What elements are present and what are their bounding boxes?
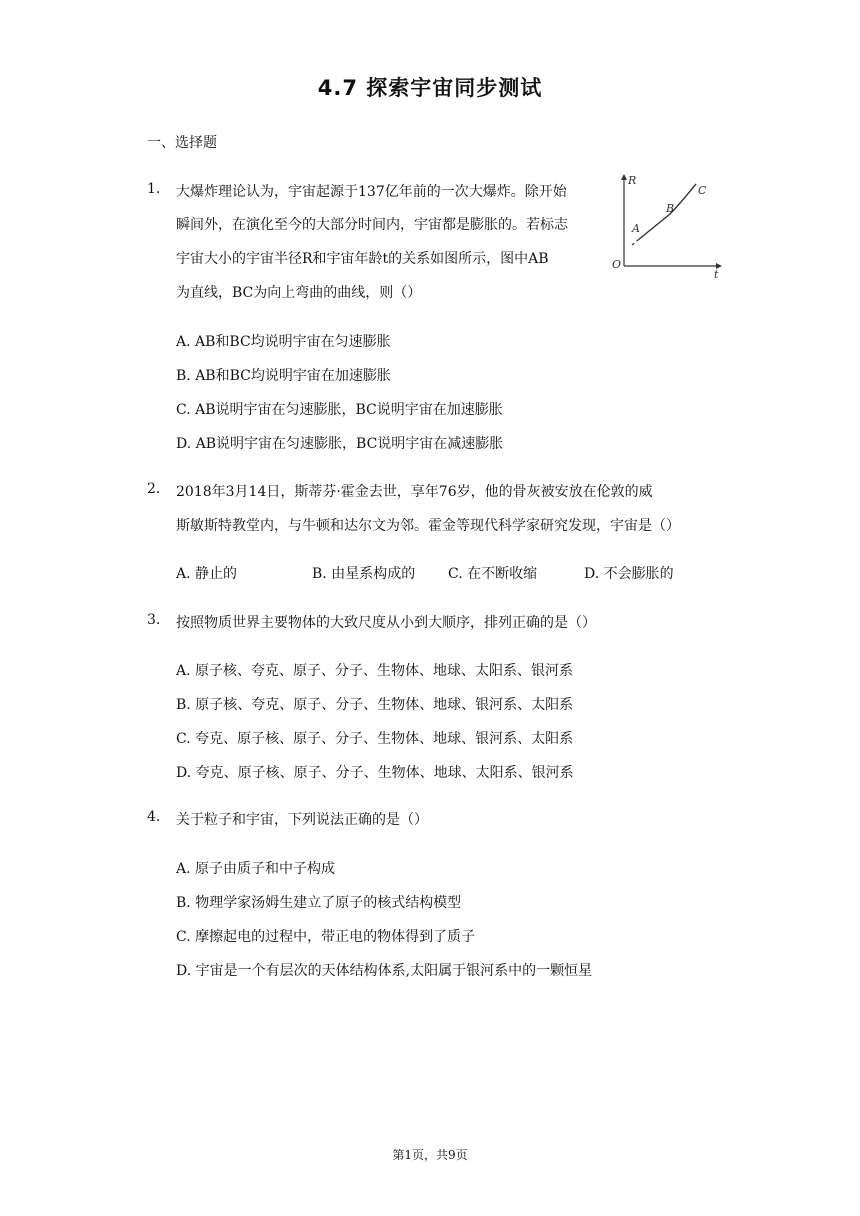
q4-option-b: B. 物理学家汤姆生建立了原子的核式结构模型 bbox=[176, 895, 462, 911]
q3-option-c: C. 夸克、原子核、原子、分子、生物体、地球、银河系、太阳系 bbox=[176, 731, 574, 747]
q1-figure-point-b: B bbox=[666, 202, 675, 215]
q1-figure-axis-y: R bbox=[628, 174, 637, 187]
q1-line-1: 大爆炸理论认为，宇宙起源于137亿年前的一次大爆炸。除开始 bbox=[176, 184, 567, 200]
q2-number: 2. bbox=[147, 481, 161, 497]
q1-line-4: 为直线，BC为向上弯曲的曲线，则（） bbox=[176, 285, 422, 301]
q2-option-a: A. 静止的 bbox=[176, 566, 238, 582]
q2-option-c: C. 在不断收缩 bbox=[448, 566, 538, 582]
q1-option-d: D. AB说明宇宙在匀速膨胀，BC说明宇宙在减速膨胀 bbox=[176, 436, 504, 452]
q4-option-c: C. 摩擦起电的过程中，带正电的物体得到了质子 bbox=[176, 929, 476, 945]
q3-option-b: B. 原子核、夸克、原子、分子、生物体、地球、银河系、太阳系 bbox=[176, 697, 574, 713]
q2-option-d: D. 不会膨胀的 bbox=[584, 566, 674, 582]
q2-option-b: B. 由星系构成的 bbox=[312, 566, 416, 582]
q2-line-1: 2018年3月14日，斯蒂芬·霍金去世，享年76岁，他的骨灰被安放在伦敦的威 bbox=[176, 484, 653, 500]
q3-line-1: 按照物质世界主要物体的大致尺度从小到大顺序，排列正确的是（） bbox=[176, 615, 596, 631]
q4-number: 4. bbox=[147, 809, 161, 825]
q4-line-1: 关于粒子和宇宙，下列说法正确的是（） bbox=[176, 812, 428, 828]
page-footer: 第1页，共9页 bbox=[392, 1148, 468, 1162]
page-title: 4.7 探索宇宙同步测试 bbox=[317, 76, 543, 100]
q2-line-2: 斯敏斯特教堂内，与牛顿和达尔文为邻。霍金等现代科学家研究发现，宇宙是（） bbox=[176, 518, 680, 534]
q4-option-d: D. 宇宙是一个有层次的天体结构体系,太阳属于银河系中的一颗恒星 bbox=[176, 963, 593, 979]
q1-number: 1. bbox=[147, 181, 161, 197]
q3-number: 3. bbox=[147, 612, 161, 628]
q1-line-2: 瞬间外，在演化至今的大部分时间内，宇宙都是膨胀的。若标志 bbox=[176, 217, 568, 233]
q4-option-a: A. 原子由质子和中子构成 bbox=[176, 861, 336, 877]
q1-figure-point-c: C bbox=[698, 184, 707, 197]
q1-figure-origin: O bbox=[612, 258, 622, 271]
q1-option-c: C. AB说明宇宙在匀速膨胀，BC说明宇宙在加速膨胀 bbox=[176, 402, 503, 418]
section-heading: 一、选择题 bbox=[147, 135, 217, 151]
q1-figure-axis-x: t bbox=[714, 268, 719, 280]
q1-option-a: A. AB和BC均说明宇宙在匀速膨胀 bbox=[176, 334, 391, 350]
q3-option-a: A. 原子核、夸克、原子、分子、生物体、地球、太阳系、银河系 bbox=[176, 663, 574, 679]
q1-figure-point-a: A bbox=[632, 222, 640, 235]
q1-option-b: B. AB和BC均说明宇宙在加速膨胀 bbox=[176, 368, 391, 384]
q1-figure-graph bbox=[610, 170, 730, 280]
q1-line-3: 宇宙大小的宇宙半径R和宇宙年龄t的关系如图所示，图中AB bbox=[176, 251, 549, 267]
q3-option-d: D. 夸克、原子核、原子、分子、生物体、地球、太阳系、银河系 bbox=[176, 765, 574, 781]
